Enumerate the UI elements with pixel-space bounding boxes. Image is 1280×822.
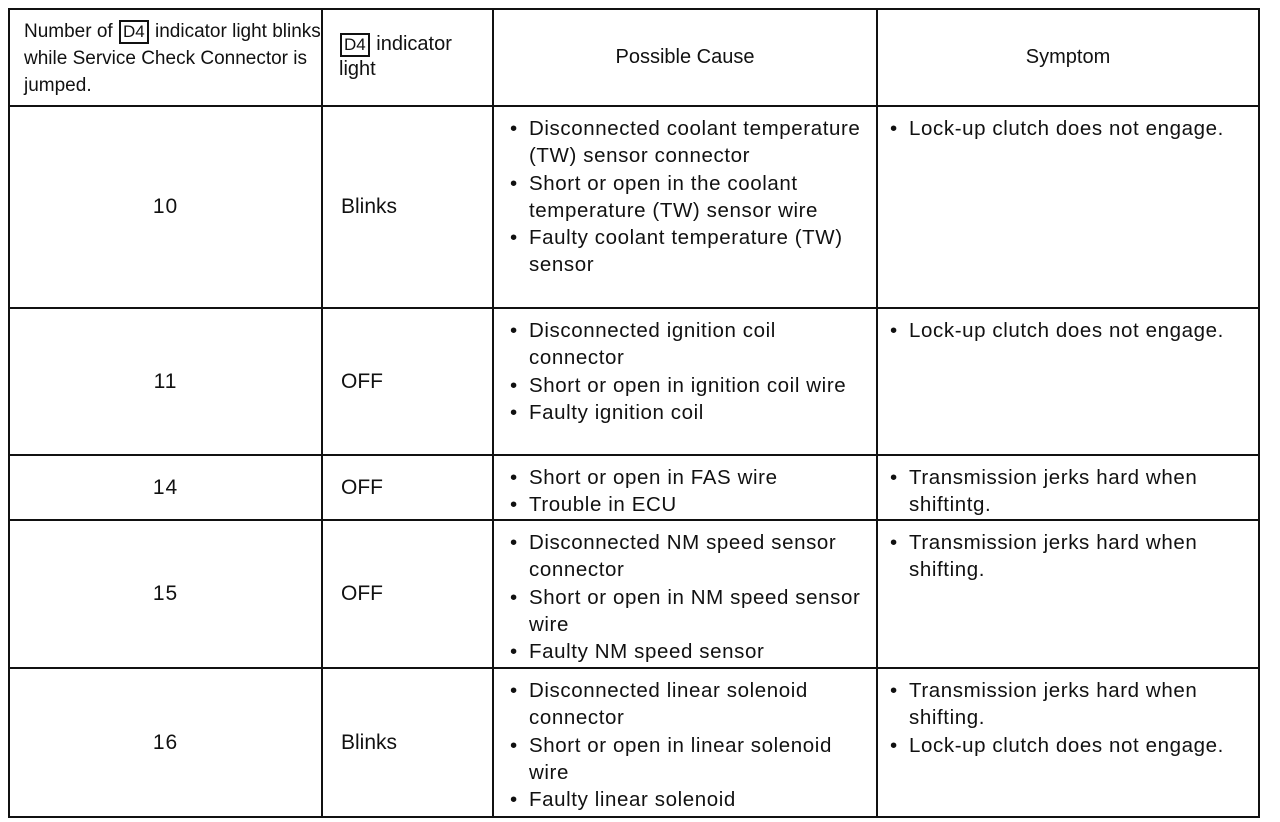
- bullet-icon: •: [510, 319, 518, 342]
- symptom-cell: [877, 455, 1259, 520]
- header-indicator-light-text: indicator light: [339, 33, 452, 80]
- symptom-item-text: Lock-up clutch does not engage.: [909, 117, 1224, 140]
- cause-item: [508, 638, 876, 665]
- cause-item: [508, 399, 876, 426]
- possible-cause-cell: [493, 668, 877, 817]
- indicator-light-cell: OFF: [322, 308, 493, 455]
- bullet-icon: •: [510, 466, 518, 489]
- d4-box-label: D4: [119, 20, 149, 44]
- cause-item: [508, 170, 876, 225]
- symptom-item-list: [878, 456, 1258, 519]
- bullet-icon: •: [510, 640, 518, 664]
- cause-item-text: Short or open in the coolant temperature (TW) sensor wire: [529, 171, 819, 222]
- cause-item-text: Disconnected coolant temperature (TW) sensor connector: [529, 117, 861, 168]
- cause-item-list: [494, 456, 876, 519]
- cause-item: [508, 224, 876, 279]
- symptom-item: [888, 464, 1258, 519]
- cause-item: [508, 677, 876, 732]
- cause-item-text: Faulty NM speed sensor: [529, 640, 765, 664]
- bullet-icon: •: [510, 400, 518, 424]
- cause-item: [508, 584, 876, 639]
- table-row: [9, 668, 1259, 817]
- table-row: [9, 455, 1259, 520]
- blink-count-cell: 14: [9, 455, 322, 520]
- cause-item-list: [494, 107, 876, 279]
- diagnostic-table: [8, 8, 1260, 818]
- cause-item: [508, 317, 876, 372]
- cause-item-text: Short or open in ignition coil wire: [529, 373, 847, 397]
- bullet-icon: •: [510, 373, 518, 397]
- symptom-cell: [877, 668, 1259, 817]
- cause-item-text: Disconnected NM speed sensor connector: [529, 531, 837, 582]
- symptom-item-text: Lock-up clutch does not engage.: [909, 733, 1224, 757]
- table-body: [9, 106, 1259, 817]
- table-header-row: [9, 9, 1259, 106]
- cause-item-text: Faulty coolant temperature (TW) sensor: [529, 226, 843, 277]
- header-blink-count: [9, 9, 322, 106]
- symptom-item-list: [878, 107, 1258, 142]
- cause-item: [508, 464, 876, 491]
- header-symptom: Symptom: [877, 9, 1259, 106]
- symptom-item-text: Transmission jerks hard when shiftintg.: [909, 466, 1198, 517]
- bullet-icon: •: [890, 319, 898, 342]
- table-row: [9, 520, 1259, 668]
- cause-item: [508, 372, 876, 399]
- bullet-icon: •: [890, 466, 898, 489]
- cause-item-list: [494, 669, 876, 813]
- bullet-icon: •: [510, 493, 518, 517]
- cause-item-text: Trouble in ECU: [529, 493, 677, 517]
- cause-item: [508, 786, 876, 813]
- d4-box-label: D4: [340, 33, 370, 57]
- header-indicator-light: [322, 9, 493, 106]
- indicator-light-cell: OFF: [322, 520, 493, 668]
- cause-item-list: [494, 521, 876, 665]
- bullet-icon: •: [510, 171, 518, 195]
- symptom-item: [888, 115, 1258, 142]
- cause-item: [508, 732, 876, 787]
- bullet-icon: •: [510, 585, 518, 609]
- blink-count-cell: 16: [9, 668, 322, 817]
- bullet-icon: •: [510, 733, 518, 757]
- cause-item-text: Faulty linear solenoid: [529, 788, 736, 812]
- symptom-item: [888, 677, 1258, 732]
- possible-cause-cell: [493, 455, 877, 520]
- possible-cause-cell: [493, 520, 877, 668]
- cause-item-text: Short or open in FAS wire: [529, 466, 778, 489]
- bullet-icon: •: [890, 531, 898, 554]
- header-blink-count-prefix: Number of: [24, 21, 113, 42]
- cause-item: [508, 491, 876, 518]
- symptom-item-text: Transmission jerks hard when shifting.: [909, 531, 1198, 582]
- cause-item-text: Short or open in NM speed sensor wire: [529, 585, 861, 636]
- symptom-cell: [877, 520, 1259, 668]
- bullet-icon: •: [510, 679, 518, 702]
- blink-count-cell: 11: [9, 308, 322, 455]
- bullet-icon: •: [510, 117, 518, 140]
- symptom-item: [888, 529, 1258, 584]
- indicator-light-cell: Blinks: [322, 106, 493, 308]
- blink-count-cell: 10: [9, 106, 322, 308]
- symptom-item-list: [878, 309, 1258, 344]
- possible-cause-cell: [493, 106, 877, 308]
- indicator-light-cell: OFF: [322, 455, 493, 520]
- cause-item-text: Faulty ignition coil: [529, 400, 704, 424]
- symptom-item-list: [878, 521, 1258, 584]
- bullet-icon: •: [890, 679, 898, 702]
- symptom-cell: [877, 106, 1259, 308]
- blink-count-cell: 15: [9, 520, 322, 668]
- bullet-icon: •: [890, 117, 898, 140]
- bullet-icon: •: [510, 226, 518, 250]
- cause-item: [508, 115, 876, 170]
- cause-item-text: Short or open in linear solenoid wire: [529, 733, 832, 784]
- table-row: [9, 308, 1259, 455]
- cause-item: [508, 529, 876, 584]
- bullet-icon: •: [510, 788, 518, 812]
- symptom-item-list: [878, 669, 1258, 759]
- indicator-light-cell: Blinks: [322, 668, 493, 817]
- cause-item-text: Disconnected linear solenoid connector: [529, 679, 808, 730]
- bullet-icon: •: [510, 531, 518, 554]
- symptom-item-text: Lock-up clutch does not engage.: [909, 319, 1224, 342]
- header-blink-count-suffix: indicator light blinks while Service Check Connector is jumped.: [24, 21, 321, 96]
- symptom-item: [888, 732, 1258, 759]
- table-row: [9, 106, 1259, 308]
- symptom-cell: [877, 308, 1259, 455]
- symptom-item: [888, 317, 1258, 344]
- possible-cause-cell: [493, 308, 877, 455]
- header-possible-cause: Possible Cause: [493, 9, 877, 106]
- cause-item-list: [494, 309, 876, 426]
- cause-item-text: Disconnected ignition coil connector: [529, 319, 776, 370]
- symptom-item-text: Transmission jerks hard when shifting.: [909, 679, 1198, 730]
- bullet-icon: •: [890, 733, 898, 757]
